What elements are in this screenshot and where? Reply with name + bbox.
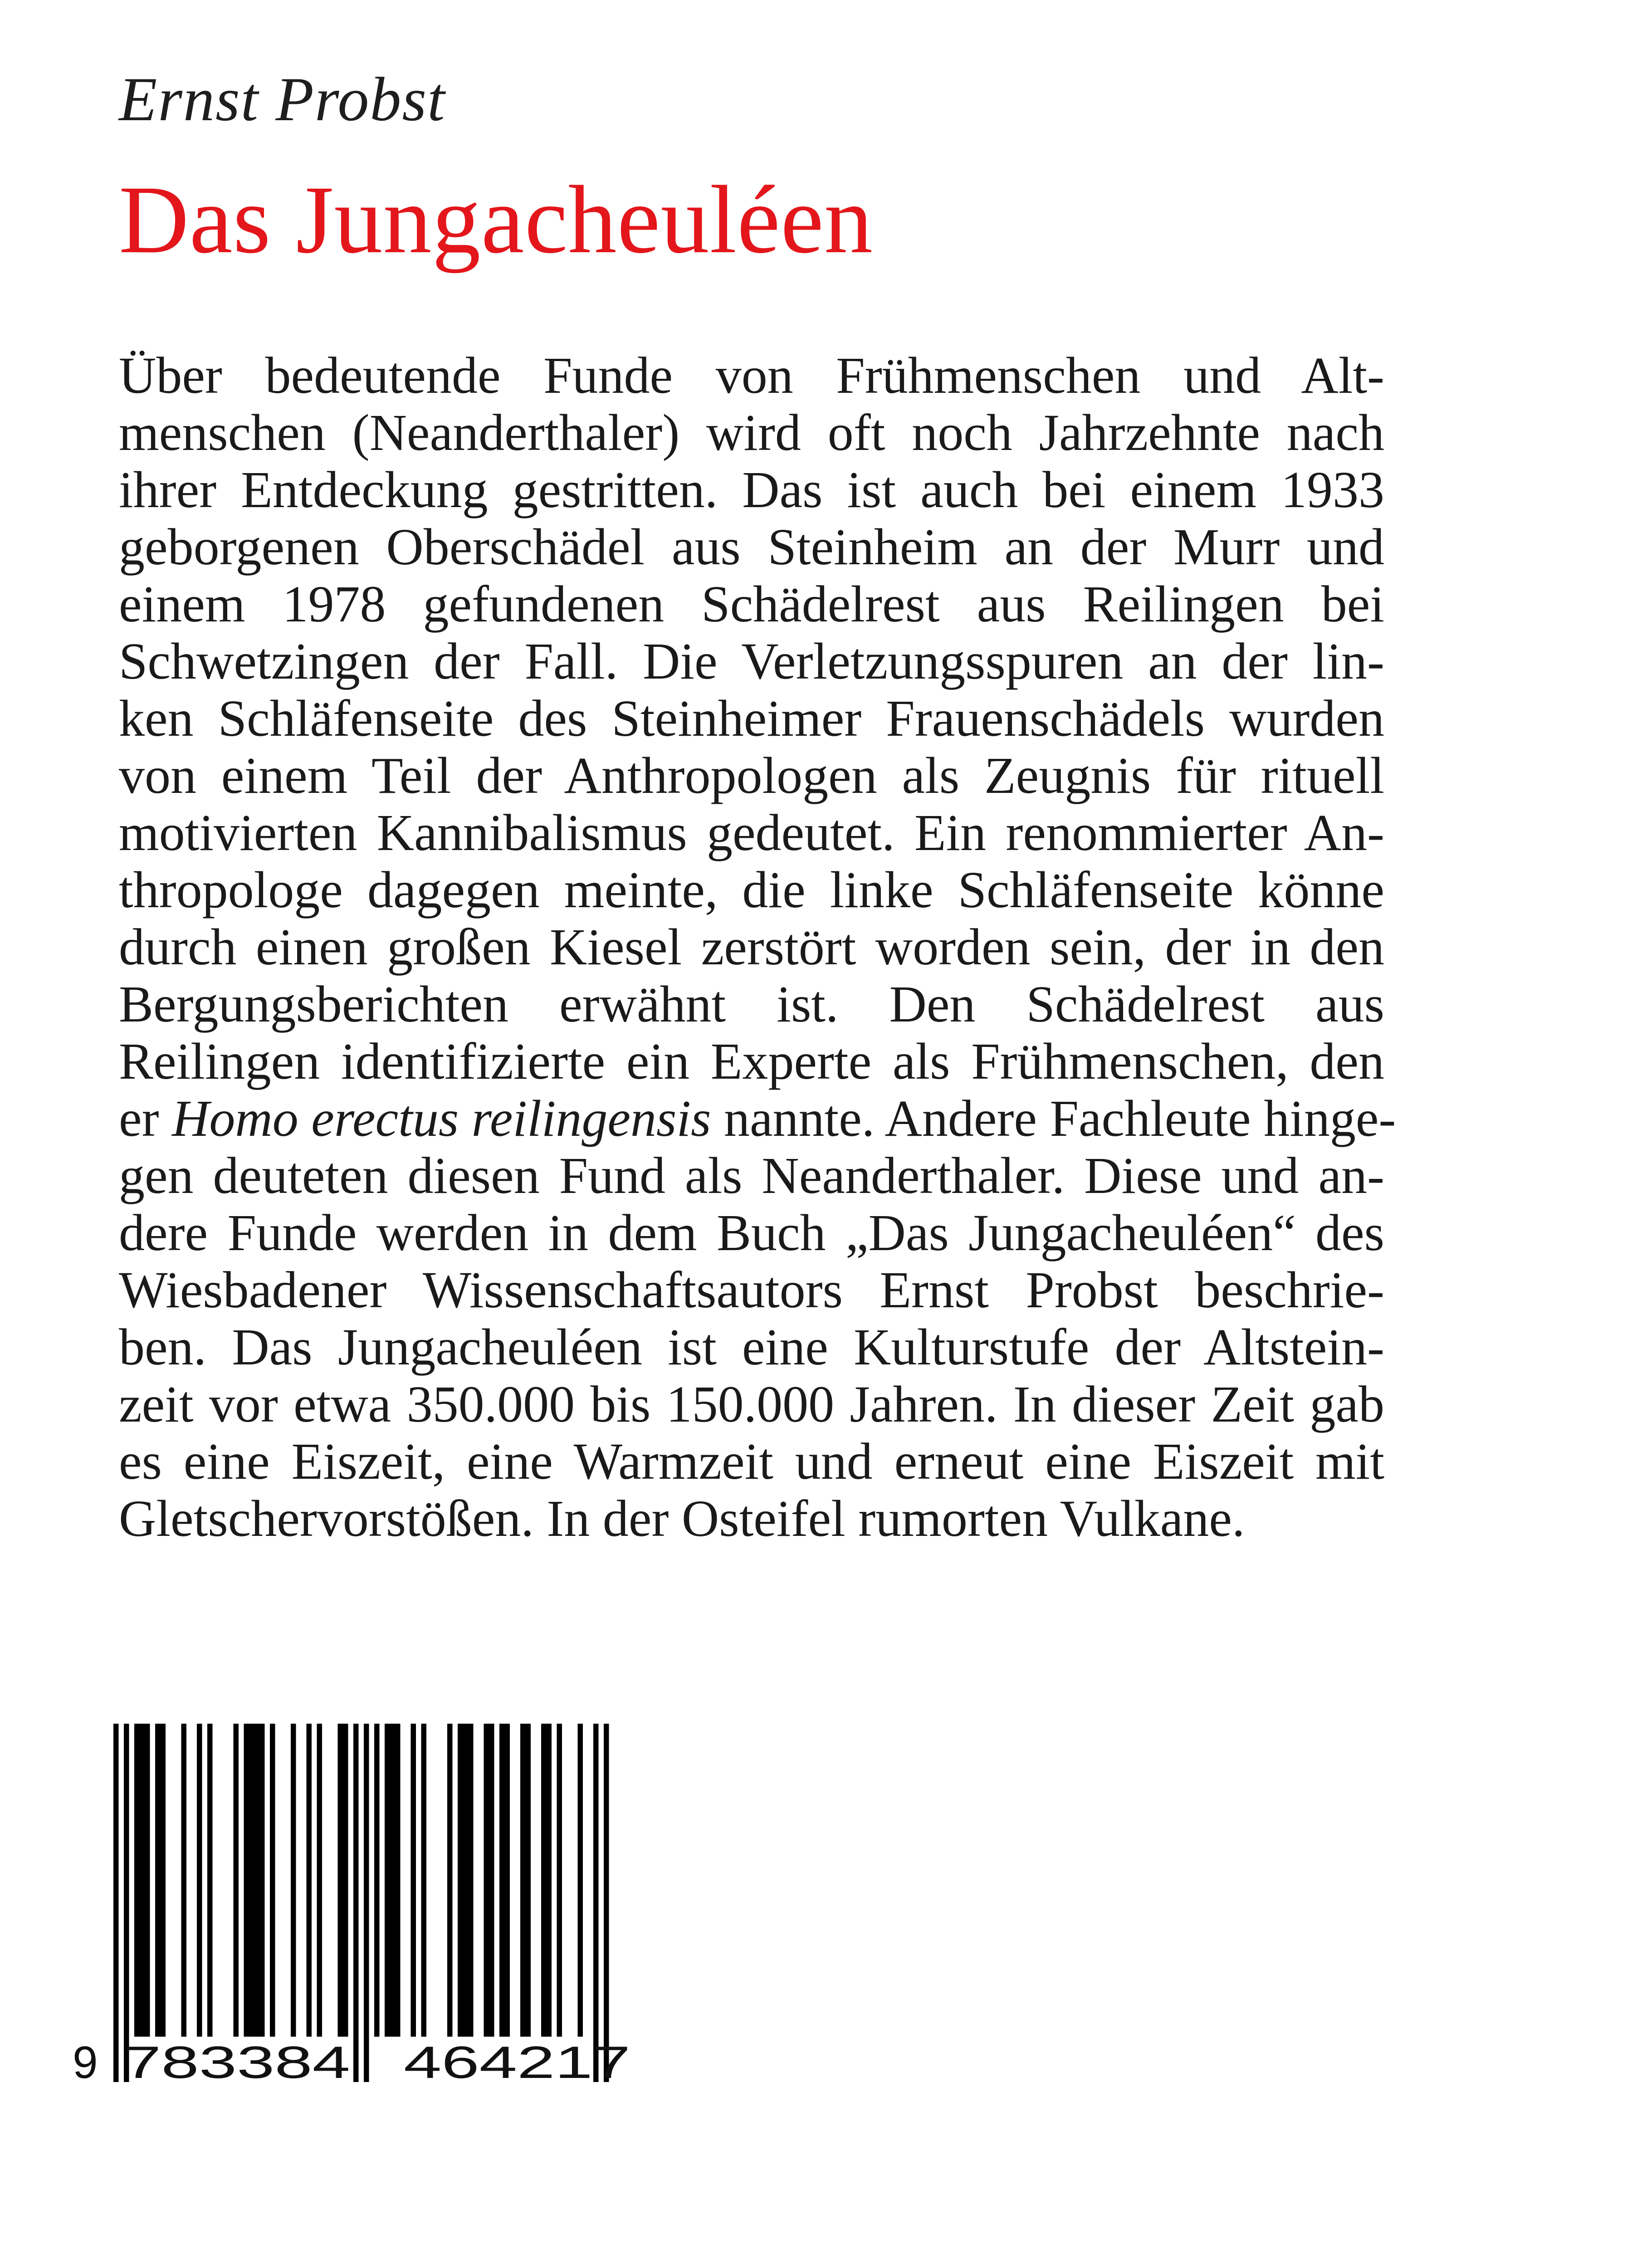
barcode-bar (181, 1724, 187, 2037)
barcode-bar (547, 1724, 552, 2037)
barcode-guard-bar (604, 1724, 609, 2082)
author-name: Ernst Probst (119, 64, 446, 134)
barcode-bar (484, 1724, 489, 2037)
blurb-line: dere Funde werden in dem Buch „Das Jungacheuléen“ des (119, 1204, 1384, 1261)
barcode-bar (541, 1724, 547, 2037)
barcode-bar (447, 1724, 453, 2037)
barcode-bar (505, 1724, 510, 2037)
blurb-line-species (119, 1090, 1396, 1147)
barcode-bar (374, 1724, 380, 2037)
barcode-bar (197, 1724, 202, 2037)
barcode-bar (249, 1724, 254, 2037)
species-name: Homo erectus reilingensis (172, 1090, 711, 1147)
barcode-bar (468, 1724, 474, 2037)
barcode-bar (259, 1724, 265, 2037)
barcode-guard-bar (593, 1724, 599, 2082)
barcode-bar (499, 1724, 505, 2037)
barcode-bar (578, 1724, 583, 2037)
blurb-line: Wiesbadener Wissenschaftsautors Ernst Probst beschrie- (119, 1261, 1384, 1319)
blurb-line: Über bedeutende Funde von Frühmenschen und Alt- (119, 347, 1384, 404)
barcode-bar (291, 1724, 296, 2037)
barcode-right-digits: 464217 (404, 2037, 630, 2087)
blurb-line: zeit vor etwa 350.000 bis 150.000 Jahren. In dieser Zeit gab (119, 1375, 1384, 1433)
barcode-bar (270, 1724, 275, 2037)
barcode-guard-bar (364, 1724, 369, 2082)
blurb-line: Schwetzingen der Fall. Die Verletzungsspuren an der lin- (119, 632, 1384, 690)
barcode-bar (463, 1724, 469, 2037)
blurb-line: geborgenen Oberschädel aus Steinheim an der Murr und (119, 518, 1384, 576)
blurb-line: einem 1978 gefundenen Schädelrest aus Reilingen bei (119, 575, 1384, 633)
blurb-line: Bergungsberichten erwähnt ist. Den Schädelrest aus (119, 975, 1384, 1033)
barcode-bar (395, 1724, 401, 2037)
blurb-line: motivierten Kannibalismus gedeutet. Ein renommierter An- (119, 804, 1384, 861)
barcode-bar (526, 1724, 531, 2037)
barcode-bar (134, 1724, 140, 2037)
barcode-bar (338, 1724, 343, 2037)
blurb-line: menschen (Neanderthaler) wird oft noch Jahrzehnte nach (119, 404, 1384, 461)
blurb-line: ihrer Entdeckung gestritten. Das ist auch bei einem 1933 (119, 461, 1384, 518)
barcode-bar (390, 1724, 396, 2037)
blurb-line: gen deuteten diesen Fund als Neanderthaler. Diese und an- (119, 1147, 1384, 1204)
barcode-guard-bar (124, 1724, 129, 2082)
barcode-left-digits: 783384 (123, 2037, 350, 2087)
barcode-bar (161, 1724, 166, 2037)
blurb-line: thropologe dagegen meinte, die linke Schläfenseite könne (119, 861, 1384, 919)
barcode-bar (343, 1724, 348, 2037)
barcode-bar (145, 1724, 150, 2037)
barcode-bar (155, 1724, 161, 2037)
barcode-bar (385, 1724, 390, 2037)
barcode-graphic (68, 1724, 726, 2087)
barcode-bar (317, 1724, 323, 2037)
blurb-segment: er (119, 1090, 159, 1147)
barcode-guard-bar (113, 1724, 119, 2082)
barcode-bar (520, 1724, 526, 2037)
blurb-line: ken Schläfenseite des Steinheimer Frauenschädels wurden (119, 689, 1384, 747)
barcode-bars (113, 1724, 609, 2082)
barcode-bar (557, 1724, 562, 2037)
blurb-line: es eine Eiszeit, eine Warmzeit und erneut eine Eiszeit mit (119, 1432, 1384, 1490)
isbn-barcode (68, 1724, 726, 2087)
barcode-bar (207, 1724, 213, 2037)
barcode-bar (234, 1724, 239, 2037)
book-title: Das Jungacheuléen (119, 166, 873, 274)
barcode-bar (411, 1724, 416, 2037)
blurb-line: Reilingen identifizierte ein Experte als Frühmenschen, den (119, 1032, 1384, 1090)
blurb-line: von einem Teil der Anthropologen als Zeugnis für rituell (119, 747, 1384, 804)
blurb-line: ben. Das Jungacheuléen ist eine Kulturstufe der Altstein- (119, 1318, 1384, 1376)
barcode-bar (140, 1724, 145, 2037)
barcode-bar (254, 1724, 260, 2037)
barcode-bar (489, 1724, 494, 2037)
barcode-bar (244, 1724, 249, 2037)
barcode-bar (458, 1724, 463, 2037)
blurb-segment: nannte. Andere Fachleute hinge- (723, 1090, 1396, 1147)
barcode-guard-bar (353, 1724, 359, 2082)
blurb-line: durch einen großen Kiesel zerstört worden sein, der in den (119, 918, 1384, 976)
barcode-bar (307, 1724, 312, 2037)
blurb-line: Gletschervorstößen. In der Osteifel rumorten Vulkane. (119, 1490, 1245, 1547)
barcode-bar (421, 1724, 427, 2037)
blurb-text (119, 347, 1396, 1617)
barcode-lead-digit: 9 (73, 2037, 98, 2087)
